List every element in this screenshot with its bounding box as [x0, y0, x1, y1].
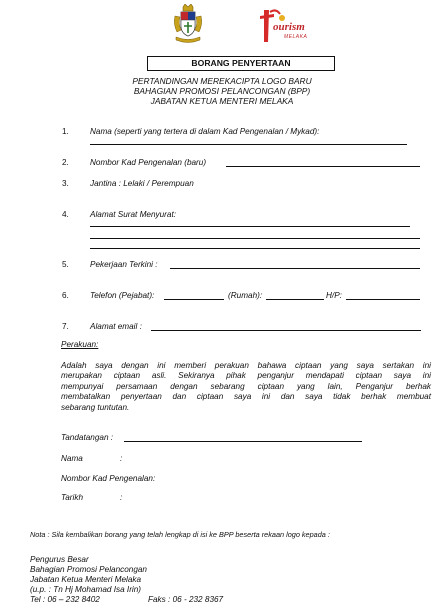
malacca-crest-icon [172, 4, 204, 44]
address-field-line-1[interactable] [90, 226, 410, 227]
email-field[interactable] [151, 330, 421, 331]
subtitle-line-3: JABATAN KETUA MENTERI MELAKA [150, 96, 294, 106]
address-line: Bahagian Promosi Pelancongan [30, 565, 147, 574]
field-number: 1. [62, 127, 69, 136]
declaration-heading: Perakuan: [61, 340, 99, 349]
signature-label: Tandatangan : [61, 433, 114, 442]
gender-label[interactable]: Jantina : Lelaki / Perempuan [90, 179, 194, 188]
name-label: Nama (seperti yang tertera di dalam Kad Pengenalan / Mykad): [90, 127, 320, 136]
office-phone-label: Telefon (Pejabat): [90, 291, 155, 300]
field-number: 7. [62, 322, 69, 331]
telephone-text: Tel : 06 – 232 8402 [30, 595, 100, 604]
field-number: 2. [62, 158, 69, 167]
home-phone-label: (Rumah): [228, 291, 263, 300]
declaration-line: merupakan ciptaan asli. Sekiranya pihak penganjur mendapati ciptaan saya ini [61, 371, 431, 381]
address-label: Alamat Surat Menyurat: [90, 210, 177, 219]
signature-field[interactable] [124, 441, 362, 442]
logo-wordmark: ourism [273, 21, 305, 33]
ic-number-label-bottom: Nombor Kad Pengenalan: [61, 474, 156, 483]
date-label: Tarikh [61, 493, 83, 502]
declaration-line: membatalkan penyertaan dan ciptaan saya ini dan saya tidak berhak membuat [61, 392, 431, 402]
address-field-line-2[interactable] [90, 238, 420, 239]
subtitle-line-2: BAHAGIAN PROMOSI PELANCONGAN (BPP) [133, 86, 311, 96]
subtitle-line-1: PERTANDINGAN MEREKACIPTA LOGO BARU [132, 76, 312, 86]
occupation-label: Pekerjaan Terkini : [90, 260, 158, 269]
address-line: Pengurus Besar [30, 555, 89, 564]
date-colon: : [120, 493, 123, 502]
declaration-line: Adalah saya dengan ini memberi perakuan bahawa ciptaan yang saya sertakan ini [61, 361, 431, 370]
address-line: (u.p. : Tn Hj Mohamad Isa Irin) [30, 585, 142, 594]
field-number: 4. [62, 210, 69, 219]
field-number: 5. [62, 260, 69, 269]
home-phone-field[interactable] [266, 299, 324, 300]
logo-subtext: MELAKA [284, 34, 308, 40]
declaration-text [61, 361, 431, 413]
declaration-line: sebarang tuntutan. [61, 402, 130, 412]
ic-number-field[interactable] [226, 166, 420, 167]
name-label-bottom: Nama [61, 454, 83, 463]
address-line: Jabatan Ketua Menteri Melaka [30, 575, 142, 584]
mobile-phone-field[interactable] [346, 299, 420, 300]
occupation-field[interactable] [170, 268, 420, 269]
name-colon: : [120, 454, 123, 463]
fax-text: Faks : 06 - 232 8367 [148, 595, 224, 604]
note-text: Nota : Sila kembalikan borang yang telah lengkap di isi ke BPP beserta rekaan logo kepada : [30, 530, 330, 539]
mobile-phone-label: H/P: [326, 291, 342, 300]
office-phone-field[interactable] [164, 299, 224, 300]
address-field-line-3[interactable] [90, 248, 420, 249]
field-number: 3. [62, 179, 69, 188]
ic-number-label: Nombor Kad Pengenalan (baru) [90, 158, 207, 167]
form-title: BORANG PENYERTAAN [147, 56, 335, 71]
name-field[interactable] [90, 144, 407, 145]
declaration-line: mempunyai persamaan dengan sebarang ciptaan yang lain, Penganjur berhak [61, 381, 431, 391]
field-number: 6. [62, 291, 69, 300]
email-label: Alamat email : [90, 322, 142, 331]
tourism-logo [258, 8, 314, 44]
